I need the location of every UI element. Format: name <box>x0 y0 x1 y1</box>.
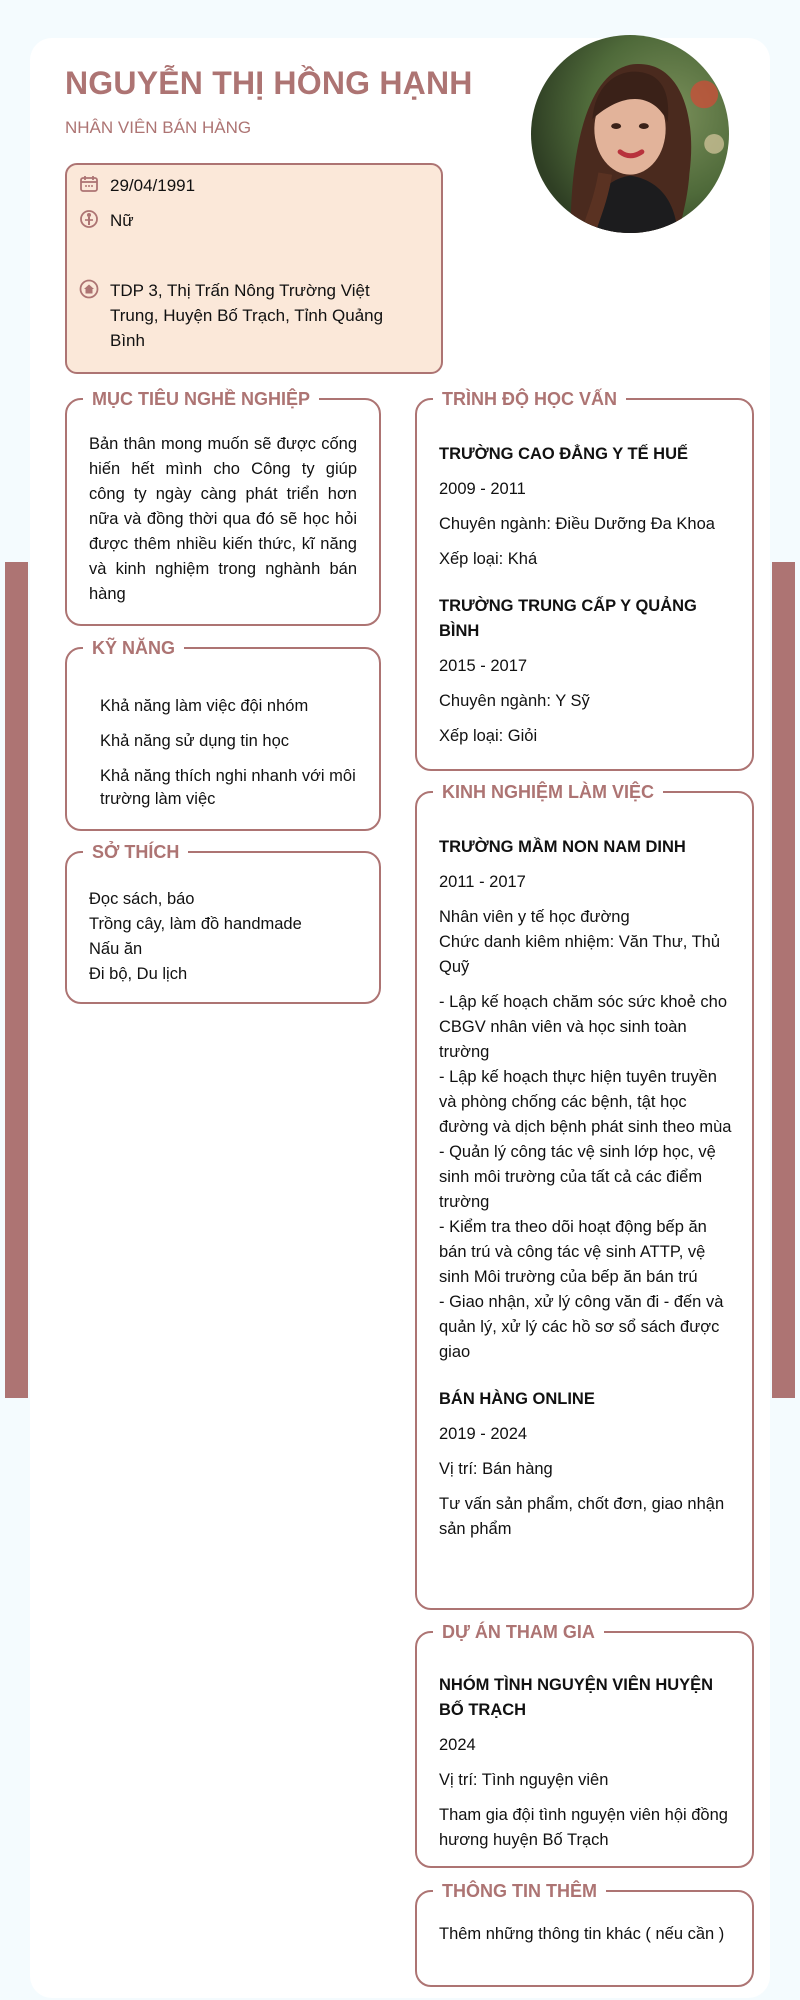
education-grade: Xếp loại: Khá <box>439 550 538 568</box>
duty-item: - Quản lý công tác vệ sinh lớp học, vệ sinh môi trường của tất cả các điểm trường <box>439 1143 716 1211</box>
project-description: Tham gia đội tình nguyện viên hội đồng hương huyện Bố Trạch <box>439 1806 728 1849</box>
skill-item: Khả năng thích nghi nhanh với môi trường làm việc <box>100 767 356 808</box>
duty-item: - Giao nhận, xử lý công văn đi - đến và quản lý, xử lý các hồ sơ sổ sách được giao <box>439 1293 724 1361</box>
birthday-row <box>79 173 400 198</box>
experience-position: Vị trí: Bán hàng <box>439 1460 553 1478</box>
objective-title: MỤC TIÊU NGHỀ NGHIỆP <box>83 387 319 411</box>
left-accent-bar <box>5 562 28 1398</box>
projects-title: DỰ ÁN THAM GIA <box>433 1620 604 1644</box>
education-card <box>415 389 754 771</box>
projects-list <box>439 1673 732 1853</box>
gender-icon <box>79 209 99 229</box>
skill-item: Khả năng sử dụng tin học <box>100 732 290 750</box>
company-name: BÁN HÀNG ONLINE <box>439 1390 595 1408</box>
experience-entry <box>439 835 732 1365</box>
education-years: 2009 - 2011 <box>439 480 526 498</box>
additional-info-card <box>415 1881 754 1987</box>
education-list <box>439 442 732 749</box>
right-accent-bar <box>772 562 795 1398</box>
company-name: TRƯỜNG MẦM NON NAM DINH <box>439 838 686 856</box>
hobby-item: Đi bộ, Du lịch <box>89 965 188 983</box>
hobby-item: Trồng cây, làm đồ handmade <box>89 915 302 933</box>
experience-description: Tư vấn sản phẩm, chốt đơn, giao nhận sản phẩm <box>439 1495 725 1538</box>
school-name: TRƯỜNG TRUNG CẤP Y QUẢNG BÌNH <box>439 597 697 640</box>
skills-list <box>89 695 379 823</box>
education-entry <box>439 594 732 749</box>
address-row <box>79 278 400 353</box>
hobbies-title: SỞ THÍCH <box>83 840 188 864</box>
personal-info-box <box>65 163 443 374</box>
project-role: Vị trí: Tình nguyện viên <box>439 1771 609 1789</box>
objective-text: Bản thân mong muốn sẽ được cống hiến hết mình cho Công ty giúp công ty ngày càng phát triển hơn nữa và đồng thời qua đó sẽ học hỏi được thêm nhiều kiến thức, kĩ năng và kinh nghiệm trong nghành bán hàng <box>89 435 357 603</box>
candidate-name: NGUYỄN THỊ HỒNG HẠNH <box>65 65 473 101</box>
additional-info-title: THÔNG TIN THÊM <box>433 1879 606 1903</box>
hobby-item: Đọc sách, báo <box>89 890 195 908</box>
experience-card <box>415 782 754 1610</box>
education-major: Chuyên ngành: Y Sỹ <box>439 692 590 710</box>
avatar-photo <box>531 35 729 233</box>
duty-item: - Lập kế hoạch thực hiện tuyên truyền và phòng chống các bệnh, tật học đường và dịch bệnh phát sinh theo mùa <box>439 1068 732 1136</box>
additional-info-text: Thêm những thông tin khác ( nếu cần ) <box>439 1925 725 1943</box>
gender-row <box>79 208 400 233</box>
experience-years: 2019 - 2024 <box>439 1425 528 1443</box>
school-name: TRƯỜNG CAO ĐẲNG Y TẾ HUẾ <box>439 445 689 463</box>
experience-duties <box>439 990 732 1365</box>
hobby-item: Nấu ăn <box>89 940 143 958</box>
duty-item: - Kiểm tra theo dõi hoạt động bếp ăn bán trú và công tác vệ sinh ATTP, vệ sinh Môi trường của bếp ăn bán trú <box>439 1218 707 1286</box>
gender-value: Nữ <box>110 211 134 230</box>
skills-card <box>65 638 381 831</box>
hobbies-card <box>65 842 381 1004</box>
experience-years: 2011 - 2017 <box>439 873 526 891</box>
objective-card <box>65 389 381 626</box>
calendar-icon <box>79 174 99 194</box>
hobbies-list <box>89 887 359 987</box>
projects-card <box>415 1622 754 1868</box>
project-name: NHÓM TÌNH NGUYỆN VIÊN HUYỆN BỐ TRẠCH <box>439 1676 714 1719</box>
address-value: TDP 3, Thị Trấn Nông Trường Việt Trung, Huyện Bố Trạch, Tỉnh Quảng Bình <box>110 281 384 350</box>
education-years: 2015 - 2017 <box>439 657 528 675</box>
experience-title: KINH NGHIỆM LÀM VIỆC <box>433 780 663 804</box>
education-grade: Xếp loại: Giỏi <box>439 727 538 745</box>
education-entry <box>439 442 732 572</box>
project-year: 2024 <box>439 1736 476 1754</box>
experience-concurrent-role: Chức danh kiêm nhiệm: Văn Thư, Thủ Quỹ <box>439 933 721 976</box>
experience-position: Nhân viên y tế học đường <box>439 908 630 926</box>
home-icon <box>79 279 99 299</box>
avatar <box>531 35 729 233</box>
duty-item: - Lập kế hoạch chăm sóc sức khoẻ cho CBGV nhân viên và học sinh toàn trường <box>439 993 728 1061</box>
experience-list <box>439 835 732 1542</box>
education-title: TRÌNH ĐỘ HỌC VẤN <box>433 387 626 411</box>
skill-item: Khả năng làm việc đội nhóm <box>100 697 309 715</box>
skills-title: KỸ NĂNG <box>83 636 184 660</box>
birthday-value: 29/04/1991 <box>110 176 196 195</box>
experience-entry <box>439 1387 732 1542</box>
job-title: NHÂN VIÊN BÁN HÀNG <box>65 118 252 137</box>
education-major: Chuyên ngành: Điều Dưỡng Đa Khoa <box>439 515 715 533</box>
